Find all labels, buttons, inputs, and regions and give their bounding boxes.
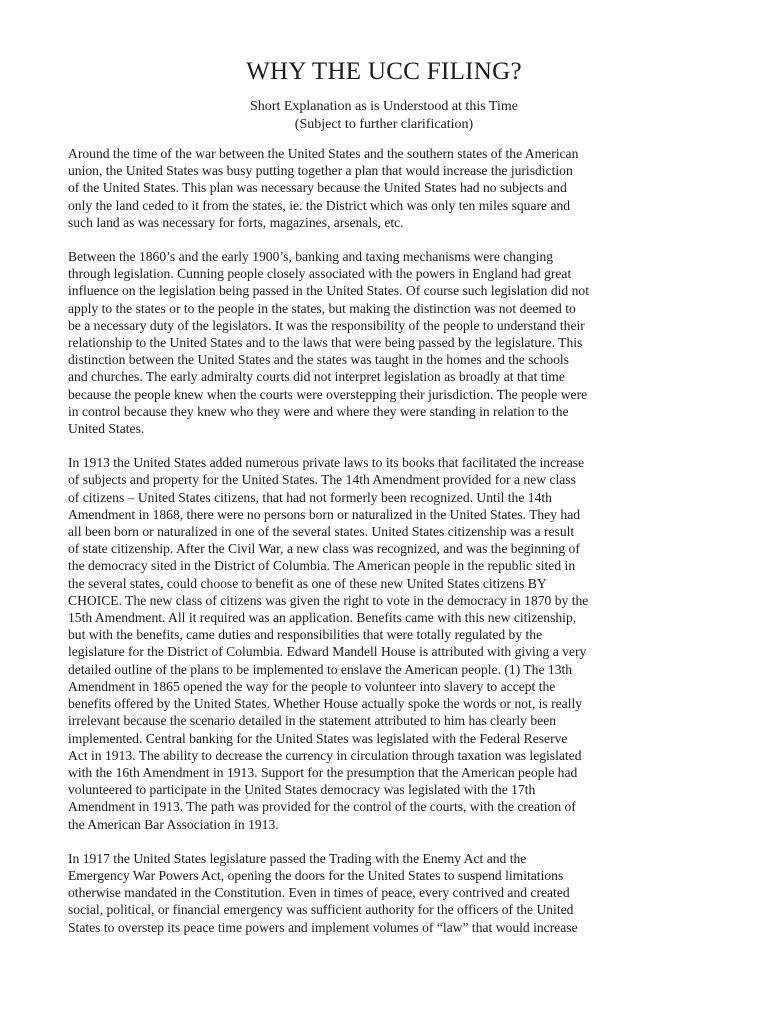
text-line: United States. [68, 421, 145, 437]
text-line: irrelevant because the scenario detailed in the statement attributed to him has clearly been [68, 713, 557, 729]
text-line: the democracy sited in the District of Columbia. The American people in the republic sited in [68, 558, 576, 574]
text-line: apply to the states or to the people in the states, but making the distinction was not deemed to [68, 300, 576, 316]
text-line: of citizens – United States citizens, that had not formerly been recognized. Until the 14th [68, 489, 552, 505]
text-line: implemented. Central banking for the United States was legislated with the Federal Reserve [68, 730, 568, 746]
text-line: legislature for the District of Columbia. Edward Mandell House is attributed with giving a very [68, 644, 587, 660]
text-line: through legislation. Cunning people closely associated with the powers in England had great [68, 266, 572, 282]
text-line: but with the benefits, came duties and responsibilities that were totally regulated by the [68, 627, 543, 643]
text-line: of state citizenship. After the Civil War, a new class was recognized, and was the beginning of [68, 541, 580, 557]
text-line: benefits offered by the United States. Whether House actually spoke the words or not, is really [68, 696, 583, 712]
text-line: Act in 1913. The ability to decrease the currency in circulation through taxation was legislated [68, 747, 582, 763]
text-line: volunteered to participate in the United States democracy was legislated with the 17th [68, 782, 536, 798]
text-line: 15th Amendment. All it required was an application. Benefits came with this new citizenship, [68, 610, 577, 626]
text-line: In 1917 the United States legislature passed the Trading with the Enemy Act and the [68, 850, 527, 866]
text-line: with the 16th Amendment in 1913. Support for the presumption that the American people had [68, 764, 578, 780]
text-line: because the people knew when the courts were overstepping their jurisdiction. The people were [68, 386, 588, 402]
text-line: Between the 1860’s and the early 1900’s, banking and taxing mechanisms were changing [68, 249, 554, 265]
text-line: otherwise mandated in the Constitution. Even in times of peace, every contrived and created [68, 885, 570, 901]
text-line: detailed outline of the plans to be implemented to enslave the American people. (1) The 13th [68, 661, 573, 677]
text-line: all been born or naturalized in one of the several states. United States citizenship was a result [68, 524, 575, 540]
text-line: in control because they knew who they were and where they were standing in relation to the [68, 403, 569, 419]
paragraph-civil-war [68, 145, 704, 231]
text-line: Amendment in 1913. The path was provided for the control of the courts, with the creation of [68, 799, 576, 815]
subtitle-line: Short Explanation as is Understood at this Time [250, 99, 518, 114]
subtitle-line: (Subject to further clarification) [294, 117, 474, 132]
text-line: be a necessary duty of the legislators. It was the responsibility of the people to understand their [68, 317, 585, 333]
text-line: of the United States. This plan was necessary because the United States had no subjects and [68, 180, 567, 196]
text-line: the American Bar Association in 1913. [68, 816, 279, 832]
text-line: Amendment in 1868, there were no persons born or naturalized in the United States. They had [68, 506, 581, 522]
document-subtitle [0, 98, 768, 134]
text-line: such land as was necessary for forts, magazines, arsenals, etc. [68, 214, 404, 230]
paragraph-banking-taxing [68, 248, 704, 437]
text-line: influence on the legislation being passed in the United States. Of course such legislation did not [68, 283, 589, 299]
paragraph-1913 [68, 454, 704, 832]
text-line: relationship to the United States and to the laws that were being passed by the legislature. This [68, 335, 583, 351]
text-line: Amendment in 1865 opened the way for the people to volunteer into slavery to accept the [68, 678, 556, 694]
text-line: CHOICE. The new class of citizens was given the right to vote in the democracy in 1870 by the [68, 592, 589, 608]
text-line: the several states, could choose to benefit as one of these new United States citizens BY [68, 575, 547, 591]
paragraph-1917 [68, 850, 704, 936]
text-line: of subjects and property for the United States. The 14th Amendment provided for a new class [68, 472, 576, 488]
text-line: and churches. The early admiralty courts did not interpret legislation as broadly at that time [68, 369, 565, 385]
text-line: social, political, or financial emergency was sufficient authority for the officers of the United [68, 902, 574, 918]
text-line: In 1913 the United States added numerous private laws to its books that facilitated the increase [68, 455, 585, 471]
document-body [68, 145, 704, 953]
text-line: States to overstep its peace time powers and implement volumes of “law” that would increase [68, 919, 578, 935]
text-line: distinction between the United States and the states was taught in the homes and the schools [68, 352, 569, 368]
text-line: Around the time of the war between the United States and the southern states of the American [68, 146, 579, 161]
text-line: Emergency War Powers Act, opening the doors for the United States to suspend limitations [68, 867, 564, 883]
text-line: only the land ceded to it from the states, ie. the District which was only ten miles square and [68, 197, 571, 213]
text-line: union, the United States was busy putting together a plan that would increase the jurisdiction [68, 163, 573, 179]
document-title: WHY THE UCC FILING? [246, 58, 522, 85]
